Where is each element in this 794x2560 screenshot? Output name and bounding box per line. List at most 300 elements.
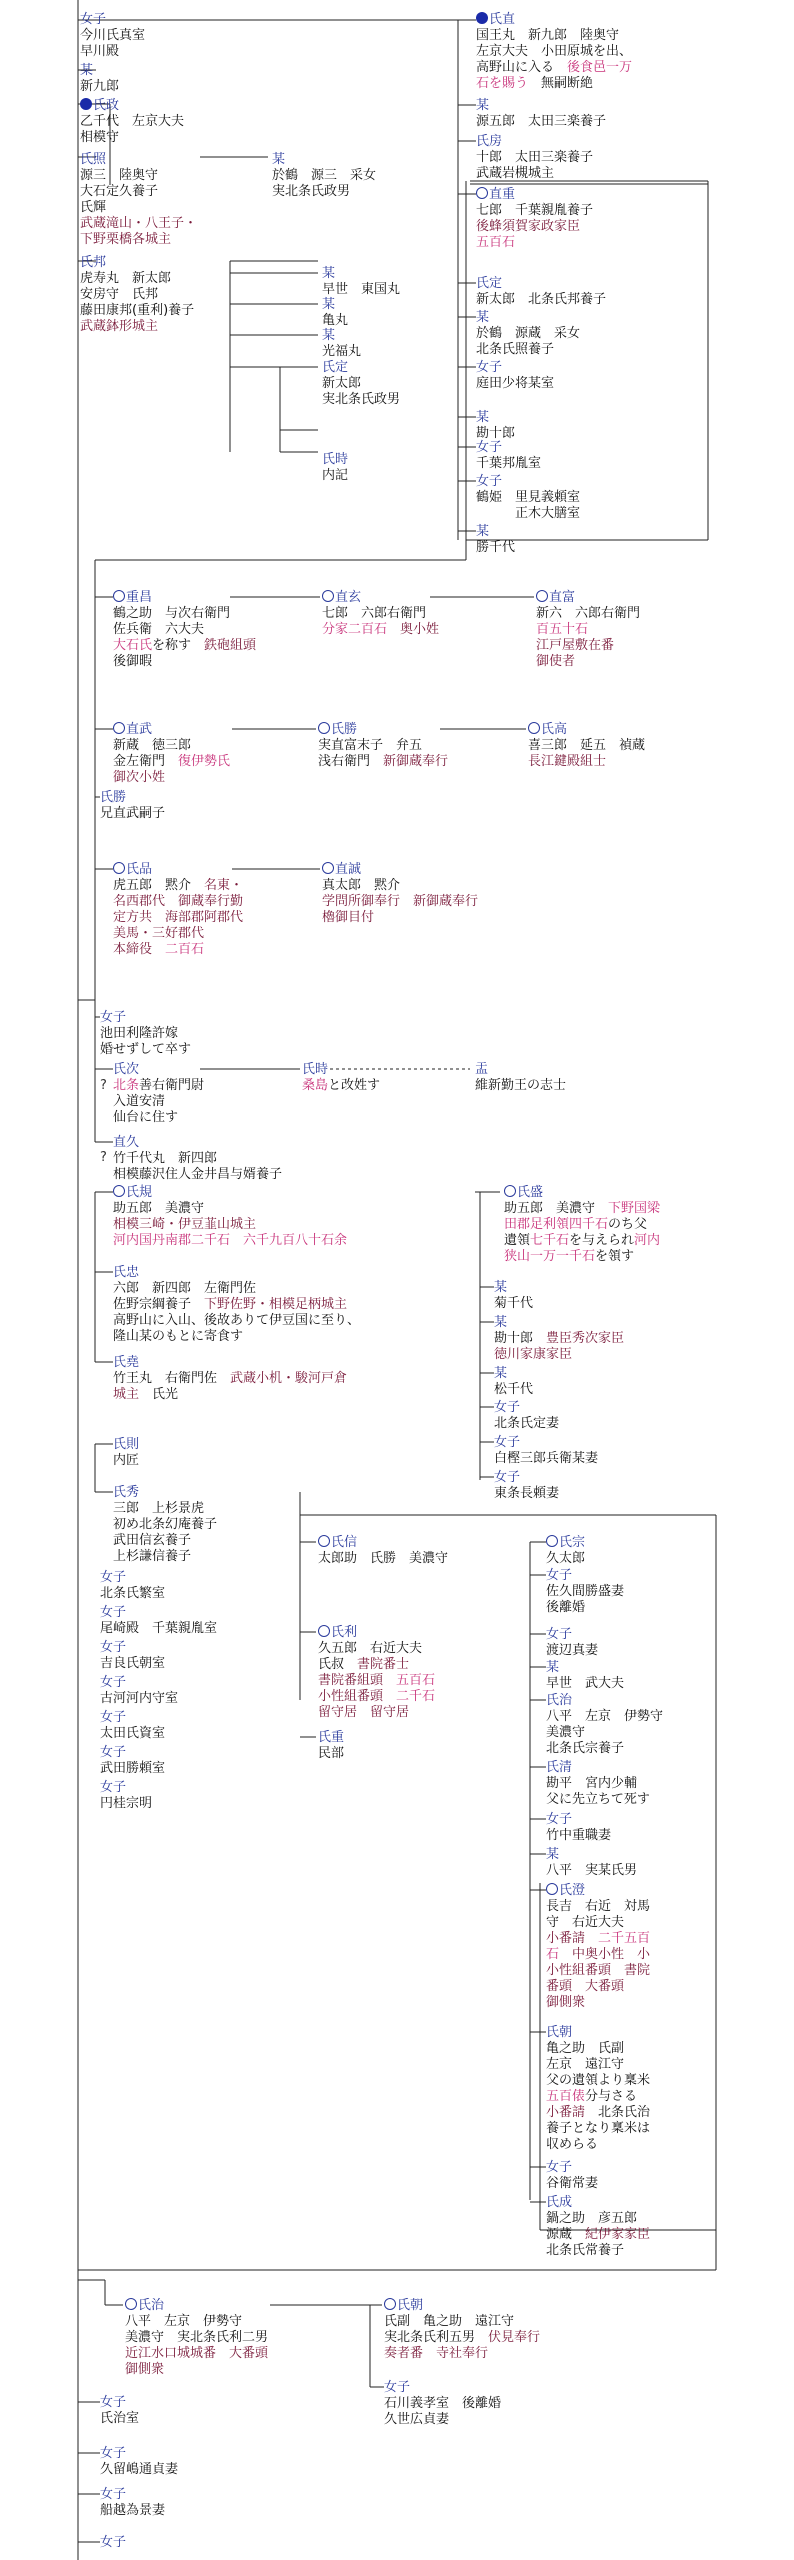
person-line bbox=[100, 1761, 165, 1777]
person-line bbox=[546, 1600, 624, 1616]
person-name: 氏品 bbox=[126, 862, 153, 877]
person-line bbox=[100, 790, 165, 806]
person-p72 bbox=[384, 2298, 540, 2362]
person-line bbox=[322, 313, 348, 329]
person-name: 女子 bbox=[494, 1470, 521, 1485]
person-line bbox=[113, 1517, 217, 1533]
person-name: 氏房 bbox=[476, 134, 503, 149]
person-note: 武蔵鉢形城主 bbox=[80, 319, 159, 334]
person-line bbox=[546, 2176, 598, 2192]
person-name: 女子 bbox=[476, 360, 503, 375]
person-line bbox=[322, 297, 348, 313]
person-note: 早川殿 bbox=[80, 44, 120, 59]
person-line bbox=[318, 738, 448, 754]
person-note bbox=[383, 1673, 396, 1688]
person-note: 北条氏常養子 bbox=[546, 2243, 625, 2258]
person-line bbox=[504, 1249, 660, 1265]
person-line bbox=[100, 1796, 152, 1812]
person-note: 吉良氏朝室 bbox=[100, 1656, 166, 1671]
person-line bbox=[384, 2396, 501, 2412]
person-note: 定方共 海部郡阿郡代 bbox=[113, 910, 244, 925]
person-note: 無嗣断絶 bbox=[528, 76, 594, 91]
person-p67 bbox=[546, 1883, 650, 2011]
person-note: 後蜂須賀家政家臣 bbox=[476, 219, 581, 234]
person-note: 氏光 bbox=[139, 1387, 179, 1402]
person-name: 氏政 bbox=[93, 98, 120, 113]
person-line bbox=[318, 722, 448, 738]
person-line bbox=[476, 134, 593, 150]
person-note: 早世 東国丸 bbox=[322, 282, 401, 297]
person-note: 下野佐野・相模足柄城主 bbox=[204, 1297, 348, 1312]
person-note: 新九郎 bbox=[80, 79, 120, 94]
person-note: 北条氏定妻 bbox=[494, 1416, 560, 1431]
person-note: 助五郎 美濃守 bbox=[504, 1201, 609, 1216]
person-name: 氏高 bbox=[541, 722, 568, 737]
person-note: 源蔵 bbox=[546, 2227, 586, 2242]
person-line bbox=[100, 1780, 152, 1796]
person-p60 bbox=[546, 1568, 624, 1616]
person-p46 bbox=[494, 1470, 559, 1502]
person-p17 bbox=[476, 310, 580, 358]
person-name: 氏盛 bbox=[517, 1185, 544, 1200]
person-note: 十郎 太田三楽養子 bbox=[476, 150, 594, 165]
person-line bbox=[113, 1094, 204, 1110]
person-line bbox=[100, 1586, 165, 1602]
person-line bbox=[113, 1329, 360, 1345]
person-p48 bbox=[113, 1485, 217, 1565]
person-line bbox=[322, 878, 478, 894]
person-note: 高野山に入山、後故ありて伊豆国に至り、 bbox=[113, 1313, 361, 1328]
person-note: 近江水口城城番 bbox=[125, 2346, 217, 2361]
person-note: 江戸屋敷在番 bbox=[536, 638, 615, 653]
person-p66 bbox=[546, 1847, 637, 1879]
person-line bbox=[80, 12, 145, 28]
person-line bbox=[322, 894, 478, 910]
person-name: 女子 bbox=[100, 1605, 127, 1620]
person-note: 書院番士 bbox=[357, 1657, 410, 1672]
filled-circle-icon bbox=[476, 12, 488, 24]
open-circle-icon bbox=[546, 1535, 558, 1547]
person-line bbox=[80, 114, 184, 130]
person-name: 氏信 bbox=[331, 1535, 358, 1550]
person-p74 bbox=[100, 2395, 139, 2427]
person-note: 徳川家康家臣 bbox=[494, 1347, 573, 1362]
person-line bbox=[476, 166, 593, 182]
person-p61 bbox=[546, 1627, 598, 1659]
person-line bbox=[536, 606, 640, 622]
person-note: 名西郡代 御蔵奉行勤 bbox=[113, 894, 244, 909]
person-note: 於鶴 源三 采女 bbox=[272, 168, 377, 183]
person-line bbox=[125, 2298, 268, 2314]
person-note: 新太郎 北条氏邦養子 bbox=[476, 292, 607, 307]
person-line bbox=[100, 2411, 139, 2427]
person-name: 某 bbox=[272, 152, 286, 167]
person-line bbox=[322, 452, 348, 468]
person-p68 bbox=[546, 2025, 650, 2153]
person-p63 bbox=[546, 1693, 663, 1757]
person-note: 分家二百石 bbox=[322, 622, 388, 637]
person-note: 上杉謙信養子 bbox=[113, 1549, 192, 1564]
person-note: 虎寿丸 新太郎 bbox=[80, 271, 172, 286]
person-line bbox=[80, 98, 184, 114]
person-note: 河内国丹南郡二千石 六千九百八十石余 bbox=[113, 1233, 348, 1248]
person-p31 bbox=[322, 862, 478, 926]
person-p27 bbox=[100, 790, 165, 822]
person-note: 守 右近大夫 bbox=[546, 1915, 625, 1930]
person-note: 留守居 留守居 bbox=[318, 1705, 410, 1720]
person-name: 女子 bbox=[476, 474, 503, 489]
person-line bbox=[546, 2025, 650, 2041]
person-line bbox=[546, 2211, 650, 2227]
person-line bbox=[113, 1185, 347, 1201]
person-name: 盂 bbox=[475, 1062, 489, 1077]
person-line bbox=[528, 754, 645, 770]
person-line bbox=[113, 1151, 282, 1167]
person-note: 早世 武大夫 bbox=[546, 1676, 625, 1691]
person-line bbox=[113, 654, 256, 670]
person-note: 八平 左京 伊勢守 bbox=[546, 1709, 664, 1724]
person-note: 田郡足利領四千石 bbox=[504, 1217, 609, 1232]
person-line bbox=[528, 722, 645, 738]
person-line bbox=[125, 2330, 268, 2346]
person-note: 浅右衛門 bbox=[318, 754, 384, 769]
open-circle-icon bbox=[113, 862, 125, 874]
person-line bbox=[476, 474, 580, 490]
person-line bbox=[504, 1233, 660, 1249]
person-line bbox=[113, 878, 243, 894]
person-note: 庭田少将某室 bbox=[476, 376, 555, 391]
person-note: 北条 bbox=[113, 1078, 140, 1093]
person-line bbox=[113, 770, 230, 786]
person-note: 武蔵岩槻城主 bbox=[476, 166, 555, 181]
person-line bbox=[80, 271, 194, 287]
person-note: 石 bbox=[546, 1947, 560, 1962]
person-name: 某 bbox=[476, 310, 490, 325]
person-name: 女子 bbox=[546, 2160, 573, 2175]
person-note: 養子となり稟米は bbox=[546, 2121, 651, 2136]
person-line bbox=[322, 344, 361, 360]
person-note: を称す bbox=[152, 638, 205, 653]
person-line bbox=[384, 2298, 540, 2314]
open-circle-icon bbox=[546, 1883, 558, 1895]
person-name: 女子 bbox=[494, 1400, 521, 1415]
person-line bbox=[322, 376, 400, 392]
open-circle-icon bbox=[318, 1535, 330, 1547]
person-note: 喜三郎 延五 禎蔵 bbox=[528, 738, 646, 753]
open-circle-icon bbox=[384, 2298, 396, 2310]
person-line bbox=[80, 130, 184, 146]
person-line bbox=[318, 1705, 435, 1721]
person-name: 氏秀 bbox=[113, 1485, 140, 1500]
person-p52 bbox=[100, 1675, 178, 1707]
person-note: 後食邑一万 bbox=[567, 60, 633, 75]
person-note: 桑島 bbox=[302, 1078, 329, 1093]
person-line bbox=[546, 2137, 650, 2153]
person-line bbox=[318, 1730, 344, 1746]
person-line bbox=[494, 1382, 533, 1398]
person-note bbox=[387, 622, 400, 637]
person-note: 竹中重職妻 bbox=[546, 1828, 612, 1843]
person-line bbox=[476, 219, 593, 235]
person-name: 女子 bbox=[100, 1710, 127, 1725]
person-note: 三郎 上杉景虎 bbox=[113, 1501, 205, 1516]
person-line bbox=[113, 1110, 204, 1126]
person-p38 bbox=[113, 1265, 360, 1345]
person-note: 光福丸 bbox=[322, 344, 362, 359]
person-p69 bbox=[546, 2160, 598, 2192]
person-line bbox=[546, 1627, 598, 1643]
person-note: と改姓す bbox=[328, 1078, 381, 1093]
person-line bbox=[546, 1995, 650, 2011]
person-name: 氏重 bbox=[318, 1730, 345, 1745]
person-note: 武田信玄養子 bbox=[113, 1533, 192, 1548]
person-note: 石を賜う bbox=[476, 76, 529, 91]
person-line bbox=[475, 1078, 566, 1094]
person-line bbox=[100, 2462, 178, 2478]
person-note: 亀丸 bbox=[322, 313, 349, 328]
person-p75 bbox=[100, 2446, 178, 2478]
person-note: 源五郎 太田三楽養子 bbox=[476, 114, 607, 129]
person-note: 乙千代 左京大夫 bbox=[80, 114, 185, 129]
person-line bbox=[322, 590, 439, 606]
person-note: 国王丸 新九郎 陸奥守 bbox=[476, 28, 620, 43]
person-line bbox=[80, 168, 197, 184]
person-note: 豊臣秀次家臣 bbox=[546, 1331, 625, 1346]
person-note: 二百石 bbox=[165, 942, 205, 957]
person-line bbox=[494, 1331, 624, 1347]
person-note: 助五郎 美濃守 bbox=[113, 1201, 205, 1216]
person-p36 bbox=[113, 1135, 282, 1183]
person-line bbox=[476, 376, 554, 392]
person-note: 北条氏治 bbox=[585, 2105, 651, 2120]
person-note: 藤田康邦(重利)養子 bbox=[80, 303, 195, 318]
person-line bbox=[100, 1605, 217, 1621]
person-p18 bbox=[476, 360, 554, 392]
person-line bbox=[476, 114, 606, 130]
person-p34 bbox=[302, 1062, 380, 1094]
person-note: 実北条氏利五男 bbox=[384, 2330, 489, 2345]
person-note: 長吉 右近 対馬 bbox=[546, 1899, 651, 1914]
person-note: 書院番組頭 bbox=[318, 1673, 384, 1688]
person-note: 大石定久養子 bbox=[80, 184, 159, 199]
person-note: 伏見奉行 bbox=[488, 2330, 541, 2345]
person-line bbox=[80, 63, 119, 79]
person-name: 直重 bbox=[489, 187, 516, 202]
person-line bbox=[504, 1201, 660, 1217]
person-p11 bbox=[322, 452, 348, 484]
person-note: 小番請 bbox=[546, 2105, 586, 2120]
person-line bbox=[302, 1062, 380, 1078]
person-line bbox=[113, 1549, 217, 1565]
person-line bbox=[476, 150, 593, 166]
person-note: 八平 左京 伊勢守 bbox=[125, 2314, 243, 2329]
person-note: 円桂宗明 bbox=[100, 1796, 153, 1811]
person-note: 大石氏 bbox=[113, 638, 153, 653]
person-line bbox=[546, 1660, 624, 1676]
person-p9 bbox=[322, 328, 361, 360]
person-p23 bbox=[113, 590, 256, 670]
person-p49 bbox=[100, 1570, 165, 1602]
person-note: 佐兵衛 六大夫 bbox=[113, 622, 205, 637]
person-note: 氏治室 bbox=[100, 2411, 140, 2426]
person-p29 bbox=[528, 722, 645, 770]
person-p47 bbox=[113, 1437, 139, 1469]
person-line bbox=[494, 1347, 624, 1363]
person-name: 直久 bbox=[113, 1135, 140, 1150]
person-p54 bbox=[100, 1745, 165, 1777]
person-line bbox=[113, 590, 256, 606]
person-p5 bbox=[272, 152, 376, 200]
person-line bbox=[494, 1366, 533, 1382]
person-note: 実直富末子 弁五 bbox=[318, 738, 423, 753]
person-p14 bbox=[476, 134, 593, 182]
open-circle-icon bbox=[113, 590, 125, 602]
person-p22 bbox=[476, 524, 515, 556]
person-note: 尾崎殿 千葉親胤室 bbox=[100, 1621, 218, 1636]
person-note: 七郎 六郎右衛門 bbox=[322, 606, 427, 621]
person-p16 bbox=[476, 276, 606, 308]
person-p39 bbox=[113, 1355, 347, 1403]
person-line bbox=[476, 60, 632, 76]
person-line bbox=[476, 235, 593, 251]
person-note bbox=[216, 2346, 229, 2361]
person-name: 氏朝 bbox=[546, 2025, 573, 2040]
person-name: 氏堯 bbox=[113, 1355, 140, 1370]
person-line bbox=[318, 1625, 435, 1641]
person-p43 bbox=[494, 1366, 533, 1398]
person-note: 石川義孝室 後離婚 bbox=[384, 2396, 502, 2411]
person-line bbox=[494, 1451, 598, 1467]
person-note: 御側衆 bbox=[546, 1995, 586, 2010]
person-name: 女子 bbox=[100, 1745, 127, 1760]
person-line bbox=[125, 2362, 268, 2378]
person-name: 氏忠 bbox=[113, 1265, 140, 1280]
person-note: 鍋之助 彦五郎 bbox=[546, 2211, 638, 2226]
person-line bbox=[318, 1657, 435, 1673]
person-name: 重昌 bbox=[126, 590, 153, 605]
person-line bbox=[476, 276, 606, 292]
person-note: 氏叔 bbox=[318, 1657, 358, 1672]
person-name: 某 bbox=[494, 1366, 508, 1381]
person-note: 亀之助 氏副 bbox=[546, 2041, 625, 2056]
person-note: 御次小姓 bbox=[113, 770, 166, 785]
person-line bbox=[494, 1416, 559, 1432]
person-note: 入道安清 bbox=[113, 1094, 166, 1109]
person-line bbox=[100, 1042, 191, 1058]
person-line bbox=[80, 184, 197, 200]
person-note: 婚せずして卒す bbox=[100, 1042, 192, 1057]
person-name: 氏直 bbox=[489, 12, 516, 27]
person-note bbox=[585, 1931, 598, 1946]
person-line bbox=[546, 1709, 663, 1725]
person-line bbox=[546, 1760, 650, 1776]
person-note: 内匠 bbox=[113, 1453, 140, 1468]
person-note: 兄直武嗣子 bbox=[100, 806, 166, 821]
person-note: 池田利隆許嫁 bbox=[100, 1026, 179, 1041]
person-line bbox=[546, 2057, 650, 2073]
open-circle-icon bbox=[528, 722, 540, 734]
person-note: 狭山一万一千石 bbox=[504, 1249, 596, 1264]
person-note: 小性組番頭 bbox=[318, 1689, 384, 1704]
person-line bbox=[113, 910, 243, 926]
person-name: 氏清 bbox=[546, 1760, 573, 1775]
person-p50 bbox=[100, 1605, 217, 1637]
person-line bbox=[100, 1010, 191, 1026]
person-line bbox=[476, 490, 580, 506]
person-line bbox=[113, 942, 243, 958]
person-note: 左京大夫 小田原城を出、 bbox=[476, 44, 633, 59]
person-line bbox=[113, 606, 256, 622]
person-line bbox=[113, 894, 243, 910]
person-note: 松千代 bbox=[494, 1382, 534, 1397]
person-note: 相模守 bbox=[80, 130, 120, 145]
person-note: 金左衛門 bbox=[113, 754, 179, 769]
person-line bbox=[546, 1792, 650, 1808]
person-p30 bbox=[113, 862, 243, 958]
person-note: 竹千代丸 新四郎 bbox=[113, 1151, 218, 1166]
person-p28 bbox=[318, 722, 448, 770]
person-note: 復伊勢氏 bbox=[178, 754, 231, 769]
person-p10 bbox=[322, 360, 400, 408]
person-note: 武蔵滝山・八王子・ bbox=[80, 216, 198, 231]
person-line bbox=[100, 1726, 165, 1742]
person-note: 北条氏繁室 bbox=[100, 1586, 166, 1601]
person-name: 氏照 bbox=[80, 152, 107, 167]
person-line bbox=[113, 622, 256, 638]
person-line bbox=[113, 926, 243, 942]
person-note: 五百石 bbox=[396, 1673, 436, 1688]
person-note: 真太郎 黙介 bbox=[322, 878, 401, 893]
person-line bbox=[546, 1979, 650, 1995]
person-note: 初め北条幻庵養子 bbox=[113, 1517, 218, 1532]
person-note: 新御蔵奉行 bbox=[383, 754, 449, 769]
person-note: 新太郎 bbox=[322, 376, 362, 391]
person-line bbox=[100, 2395, 139, 2411]
person-line bbox=[80, 152, 197, 168]
person-line bbox=[476, 360, 554, 376]
person-line bbox=[318, 1746, 344, 1762]
person-note: 谷衛常妻 bbox=[546, 2176, 599, 2191]
person-line bbox=[546, 2227, 650, 2243]
person-line bbox=[494, 1470, 559, 1486]
person-note bbox=[383, 1689, 396, 1704]
person-name: 女子 bbox=[80, 12, 107, 27]
person-line bbox=[536, 622, 640, 638]
person-note: 民部 bbox=[318, 1746, 345, 1761]
person-line bbox=[80, 232, 197, 248]
person-p7 bbox=[322, 266, 400, 298]
person-line bbox=[100, 2535, 126, 2551]
person-line bbox=[546, 2195, 650, 2211]
person-note: 河内 bbox=[634, 1233, 661, 1248]
person-name: 女子 bbox=[546, 1568, 573, 1583]
person-note: 父の遺領より稟米 bbox=[546, 2073, 651, 2088]
person-note: 正木大膳室 bbox=[476, 506, 581, 521]
person-p56 bbox=[318, 1535, 448, 1567]
person-line bbox=[113, 738, 230, 754]
person-name: 女子 bbox=[100, 1570, 127, 1585]
person-name: 某 bbox=[322, 266, 336, 281]
person-line bbox=[113, 1453, 139, 1469]
person-line bbox=[546, 1535, 585, 1551]
person-line bbox=[475, 1062, 566, 1078]
person-name: 氏澄 bbox=[559, 1883, 586, 1898]
person-p71 bbox=[125, 2298, 268, 2378]
person-name: 直玄 bbox=[335, 590, 362, 605]
person-line bbox=[100, 1675, 178, 1691]
person-line bbox=[476, 326, 580, 342]
person-p64 bbox=[546, 1760, 650, 1808]
